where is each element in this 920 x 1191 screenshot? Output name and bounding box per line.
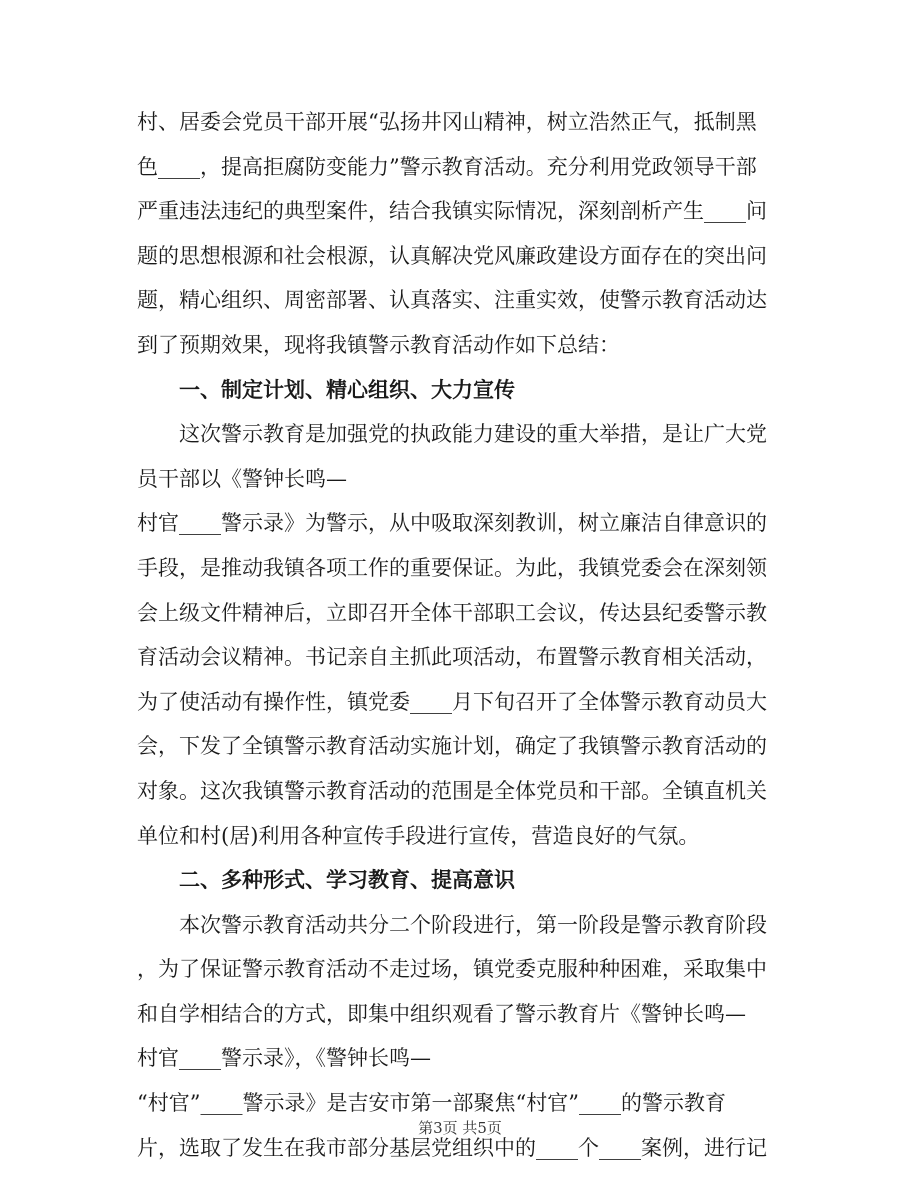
text-line: 育活动会议精神。书记亲自主抓此项活动，布置警示教育相关活动， bbox=[137, 645, 767, 670]
text-line: 题的思想根源和社会根源，认真解决党风廉政建设方面存在的突出问 bbox=[137, 243, 767, 268]
text-line: 村官____警示录》，《警钟长鸣— bbox=[137, 1046, 431, 1071]
text-line: 片，选取了发生在我市部分基层党组织中的____个____案例，进行记 bbox=[137, 1135, 767, 1160]
text-line: 村、居委会党员干部开展“弘扬井冈山精神，树立浩然正气，抵制黑 bbox=[137, 110, 757, 134]
page-number: 第3页 共5页 bbox=[418, 1119, 502, 1137]
text-line: “村官”____警示录》是吉安市第一部聚焦“村官”____的警示教育 bbox=[137, 1091, 726, 1116]
text-line: 严重违法违纪的典型案件，结合我镇实际情况，深刻剖析产生____问 bbox=[137, 199, 767, 224]
text-line: 对象。这次我镇警示教育活动的范围是全体党员和干部。全镇直机关 bbox=[137, 778, 767, 803]
text-line: 本次警示教育活动共分二个阶段进行，第一阶段是警示教育阶段 bbox=[179, 912, 767, 937]
text-line: 手段，是推动我镇各项工作的重要保证。为此，我镇党委会在深刻领 bbox=[137, 555, 767, 580]
text-line: 和自学相结合的方式，即集中组织观看了警示教育片《警钟长鸣— bbox=[137, 1001, 746, 1026]
section-heading: 一、制定计划、精心组织、大力宣传 bbox=[179, 377, 515, 402]
text-line: 会，下发了全镇警示教育活动实施计划，确定了我镇警示教育活动的 bbox=[137, 734, 767, 759]
text-line: 到了预期效果，现将我镇警示教育活动作如下总结： bbox=[137, 332, 620, 357]
section-heading: 二、多种形式、学习教育、提高意识 bbox=[179, 868, 515, 893]
document-body bbox=[137, 100, 787, 1170]
text-line: ，为了保证警示教育活动不走过场，镇党委克服种种困难，采取集中 bbox=[137, 957, 767, 982]
text-line: 员干部以《警钟长鸣— bbox=[137, 466, 347, 491]
text-line: 这次警示教育是加强党的执政能力建设的重大举措，是让广大党 bbox=[179, 422, 767, 447]
text-line: 村官____警示录》为警示，从中吸取深刻教训，树立廉洁自律意识的 bbox=[137, 511, 767, 536]
text-line: 题，精心组织、周密部署、认真落实、注重实效，使警示教育活动达 bbox=[137, 288, 767, 313]
text-line: 为了使活动有操作性，镇党委____月下旬召开了全体警示教育动员大 bbox=[137, 689, 767, 714]
text-line: 色____，提高拒腐防变能力”警示教育活动。充分利用党政领导干部 bbox=[137, 154, 757, 179]
text-line: 单位和村(居)利用各种宣传手段进行宣传，营造良好的气氛。 bbox=[137, 823, 700, 848]
text-line: 会上级文件精神后，立即召开全体干部职工会议，传达县纪委警示教 bbox=[137, 600, 767, 625]
